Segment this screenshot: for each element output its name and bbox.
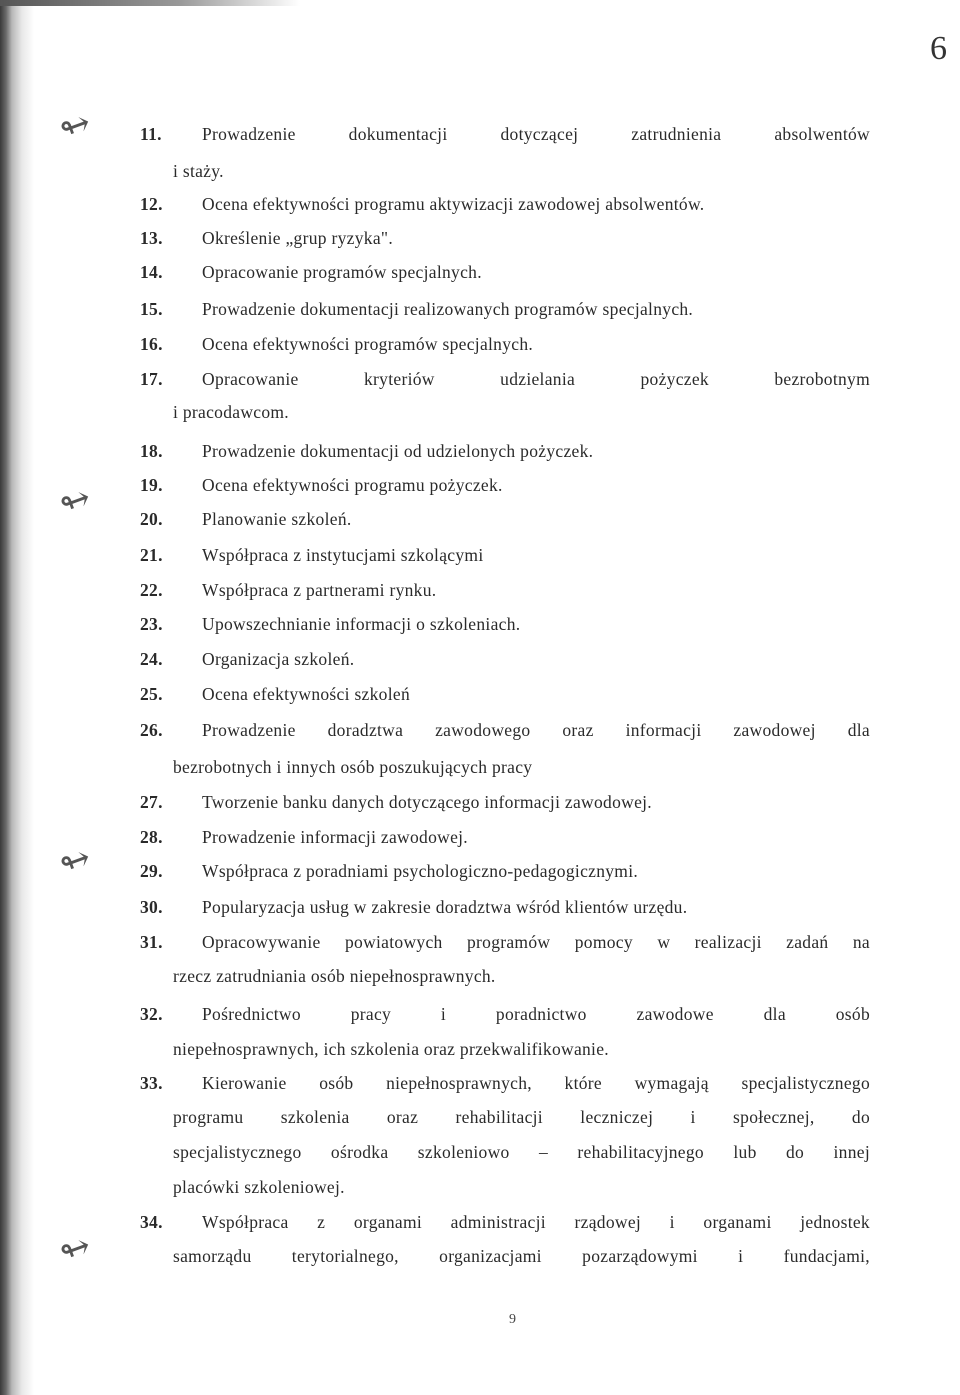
binder-hole-mark-3: ↬: [54, 837, 97, 885]
item-text: Ocena efektywności szkoleń: [202, 684, 410, 704]
binder-hole-mark-4: ↬: [54, 1225, 97, 1273]
binder-hole-mark-2: ↬: [54, 477, 97, 525]
item-text: Określenie „grup ryzyka".: [202, 228, 394, 248]
item-number: 16.: [140, 334, 163, 354]
item-text-continued: programu szkolenia oraz rehabilitacji leczniczej i społecznej, do: [173, 1107, 870, 1127]
item-text-continued: bezrobotnych i innych osób poszukujących pracy: [173, 757, 533, 777]
item-text: Współpraca z poradniami psychologiczno-pedagogicznymi.: [202, 861, 639, 881]
item-number: 34.: [140, 1212, 163, 1232]
item-text: Organizacja szkoleń.: [202, 649, 355, 669]
item-text: Tworzenie banku danych dotyczącego informacji zawodowej.: [202, 792, 652, 812]
item-number: 14.: [140, 262, 163, 282]
item-text-continued: i pracodawcom.: [173, 402, 289, 422]
item-number: 21.: [140, 545, 163, 565]
item-text: Współpraca z partnerami rynku.: [202, 580, 437, 600]
scan-binding-edge: [0, 0, 34, 1395]
item-number: 31.: [140, 932, 163, 952]
item-text: Prowadzenie dokumentacji realizowanych programów specjalnych.: [202, 299, 694, 319]
item-number: 27.: [140, 792, 163, 812]
item-number: 20.: [140, 509, 163, 529]
item-number: 30.: [140, 897, 163, 917]
item-number: 19.: [140, 475, 163, 495]
item-text: Planowanie szkoleń.: [202, 509, 352, 529]
item-number: 23.: [140, 614, 163, 634]
page-number: 9: [509, 1312, 516, 1327]
item-number: 18.: [140, 441, 163, 461]
item-text: Opracowanie kryteriów udzielania pożyczek bezrobotnym: [202, 369, 870, 389]
item-text: Opracowanie programów specjalnych.: [202, 262, 482, 282]
item-text: Opracowywanie powiatowych programów pomocy w realizacji zadań na: [202, 932, 870, 952]
item-number: 25.: [140, 684, 163, 704]
item-text: Ocena efektywności programu pożyczek.: [202, 475, 503, 495]
item-text-continued: samorządu terytorialnego, organizacjami pozarządowymi i fundacjami,: [173, 1246, 870, 1266]
corner-handwritten-mark: 6: [930, 30, 947, 67]
item-text: Prowadzenie dokumentacji dotyczącej zatrudnienia absolwentów: [202, 124, 870, 144]
item-text: Prowadzenie dokumentacji od udzielonych pożyczek.: [202, 441, 594, 461]
item-number: 26.: [140, 720, 163, 740]
item-number: 15.: [140, 299, 163, 319]
item-text: Ocena efektywności programów specjalnych.: [202, 334, 534, 354]
scan-top-edge: [0, 0, 300, 6]
item-text: Ocena efektywności programu aktywizacji zawodowej absolwentów.: [202, 194, 705, 214]
binder-hole-mark-1: ↬: [54, 102, 97, 150]
item-number: 11.: [140, 124, 162, 144]
item-number: 17.: [140, 369, 163, 389]
item-text-continued: niepełnosprawnych, ich szkolenia oraz przekwalifikowanie.: [173, 1039, 609, 1059]
item-text: Prowadzenie informacji zawodowej.: [202, 827, 468, 847]
item-number: 33.: [140, 1073, 163, 1093]
item-text-continued: i staży.: [173, 161, 224, 181]
item-text-continued: placówki szkoleniowej.: [173, 1177, 345, 1197]
item-text-continued: specjalistycznego ośrodka szkoleniowo – rehabilitacyjnego lub do innej: [173, 1142, 870, 1162]
item-text: Popularyzacja usług w zakresie doradztwa wśród klientów urzędu.: [202, 897, 688, 917]
item-number: 32.: [140, 1004, 163, 1024]
item-text: Kierowanie osób niepełnosprawnych, które wymagają specjalistycznego: [202, 1073, 870, 1093]
item-text: Współpraca z instytucjami szkolącymi: [202, 545, 484, 565]
item-number: 28.: [140, 827, 163, 847]
item-text: Upowszechnianie informacji o szkoleniach.: [202, 614, 521, 634]
item-text: Współpraca z organami administracji rządowej i organami jednostek: [202, 1212, 870, 1232]
item-number: 12.: [140, 194, 163, 214]
item-text: Prowadzenie doradztwa zawodowego oraz informacji zawodowej dla: [202, 720, 870, 740]
item-text-continued: rzecz zatrudniania osób niepełnosprawnych.: [173, 966, 496, 986]
item-text: Pośrednictwo pracy i poradnictwo zawodowe dla osób: [202, 1004, 870, 1024]
item-number: 22.: [140, 580, 163, 600]
item-number: 29.: [140, 861, 163, 881]
item-number: 13.: [140, 228, 163, 248]
item-number: 24.: [140, 649, 163, 669]
